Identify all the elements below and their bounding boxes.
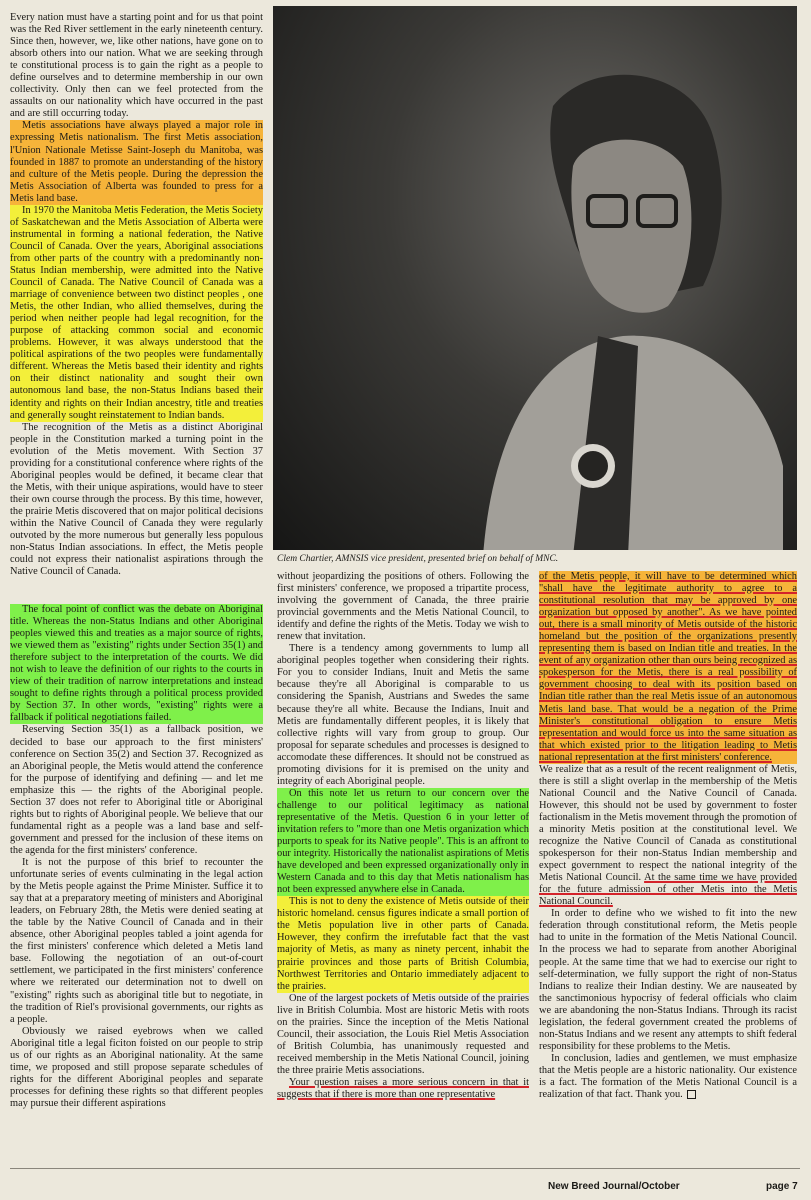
footer-rule	[10, 1168, 800, 1169]
journal-title: New Breed Journal/October	[548, 1181, 680, 1192]
paragraph: In order to define who we wished to fit into the new federation through constitutional reform, the Metis people had to unite in the formation of the Metis National Council. In the process we had to separate from another Aboriginal people. At the same time that we had to exercise our right to self-determination, we fully support the right of non-Status Indians to realize their Indian destiny. We are nauseated by the sanctimonious hypocrisy of federal officials who claim we are abandoning the non-Status Indians. Through its racist legislation, the federal government created the problems of non-Status Indians and we resent any attempts to shift federal responsibility for these problems to the Metis.	[539, 908, 797, 1052]
paragraph: Obviously we raised eyebrows when we called Aboriginal title a legal ficiton foisted on our people to strip us of our rights as an Aboriginal nationality. At the same time, we proposed and still propose separate schedules of rights for the different Aboriginal peoples and separate processes for defining these rights so that different peoples may pursue their different aspirations	[10, 1025, 263, 1109]
closing-text: In conclusion, ladies and gentlemen, we must emphasize that the Metis people are a historic nationality. Our existence is a fact. The formation of the Metis National Council is a realization of that fact. Thank you.	[539, 1052, 797, 1101]
page-number: page 7	[766, 1181, 798, 1192]
highlighted-paragraph-yellow: In 1970 the Manitoba Metis Federation, the Metis Society of Saskatchewan and the Metis Association of Alberta were instrumental in forming a national federation, the Native Council of Canada. Over the years, Aboriginal associations from other parts of the country with a predominantly non-Status Indian membership, were admitted into the Native Council of Canada. The Native Council of Canada was a marriage of convenience between two distinct peoples , one Metis, the other Indian, who allied themselves, during the period when neither people had legal recognition, for the purpose of attacking common social and economic problems. However, it was always understood that the political aspirations of the two peoples were fundamentally different. Whereas the Metis based their identity and rights on their distinct nationality and sought their own autonomous land base, the non-Status Indians based their identity and rights on their Indian ancestry, title and treaties and generally sought reinstatement to Indian bands.	[10, 204, 263, 421]
photo-clem-chartier	[273, 6, 797, 550]
page-footer	[0, 1175, 811, 1200]
paragraph: It is not the purpose of this brief to recounter the unfortunate series of events culminating in the legal action by the Metis people against the Prime Minister. Suffice it to say that at a preparatory meeting of ministers and Aboriginal leaders, on February 28th, the Metis were denied seating at the table by the Native Council of Canada and in their absence, other Aboriginal peoples tabled a joint agenda for the first ministers' conference which deleted a Metis land base. Following the negotiation of an out-of-court settlement, we participated in the first ministers' conference where we reiterated our determination not to dwell on "existing" rights such as aboriginal title but to negotiate, in the tradition of Riel's provisional governments, our rights as a people.	[10, 856, 263, 1025]
paragraph: One of the largest pockets of Metis outside of the prairies live in British Columbia. Most are historic Metis with roots on the prairies. Since the inception of the Metis National Council, their association, the Louis Riel Metis Association of British Columbia, has unanimously requested and received membership in the Metis National Council, joining the three prairie Metis associations.	[277, 992, 529, 1076]
paragraph	[539, 1053, 797, 1101]
highlighted-paragraph-green: The focal point of conflict was the debate on Aboriginal title. Whereas the non-Status Indians and other Aboriginal peoples viewed this and treaties as a major source of rights, we viewed them as "existing" rights under Section 35(1) and therefore subject to the interpretation of the courts. We did not wish to leave the definition of our rights to the courts in view of their tradition of narrow interpretations and instead sought to define rights through a political process provided by Section 37. In other words, "existing" rights were a fallback if political negotiations failed.	[10, 604, 263, 724]
paragraph	[539, 764, 797, 908]
highlighted-paragraph-orange: Metis associations have always played a major role in expressing Metis nationalism. The first Metis association, l'Union Nationale Metisse Saint-Joseph du Manitoba, was founded in 1887 to promote an understanding of the history and culture of the Metis people. During the depression the Metis Association of Alberta was founded to press for a Metis land base.	[10, 120, 263, 204]
highlighted-paragraph-yellow: This is not to deny the existence of Metis outside of their historic homeland. census figures indicate a small portion of the Metis population live in other parts of Canada. However, they confirm the irrefutable fact that the vast majority of Metis, as many as ninety percent, inhabit the prairie provinces and those parts of British Columbia, Northwest Territories and Ontario immediately adjacent to the prairies.	[277, 896, 529, 992]
paragraph-text: We realize that as a result of the recent realignment of Metis, there is still a slight overlap in the membership of the Metis National Council and the Native Council of Canada. However, this should not be used by government to foster factionalism in the Metis movement through the promotion of a minority Metis position at the constitutional level. We recognize the Native Council of Canada as constitutional spokesperson for their non-Status Indian membership and expect government to respect the national integrity of the Metis National Council.	[539, 763, 797, 884]
column-1-bottom	[10, 604, 263, 1110]
highlighted-paragraph-green: On this note let us return to our concern over the challenge to our political legitimacy as national representative of the Metis. Question 6 in your letter of invitation refers to "more than one Metis organization which purports to speak for its Native people". This is an affront to our integrity. Historically the nationalist aspirations of Metis have developed and been expressed organizationally only in Western Canada and to this day that Metis nationalism has not been expressed anywhere else in Canada.	[277, 787, 529, 896]
paragraph: Every nation must have a starting point and for us that point was the Red River settlement in the early nineteenth century. Since then, however, we, like other nations, have gone on to absorb others into our nation. What we are seeking through te constitutional process is to gain the right as a people to define ourselves and to determine membership in our own collectivity. Only then can we feel protected from the assaults on our nationality which have occurred in the past and are still occurring today.	[10, 12, 263, 120]
portrait-illustration	[423, 46, 783, 550]
highlighted-paragraph-orange: of the Metis people, it will have to be determined which "shall have the legitimate authority to agree to a constitutional resolution that may be approved by one organization but opposed by another". As we have pointed out, there is a small minority of Metis outside of the historic homeland but the position of the organizations presently representing them is based on Indian title and treaties. In the event of any organization other than ours being recognized as spokesperson for the Metis, there is a real possibility of government choosing to deal with its position based on Indian title rather than the real Metis issue of an autonomous Metis land base. That would be a negation of the Prime Minister's constitutional obligation to ensure Metis representation and would force us into the same situation as that which existed prior to the litigation leading to Metis national representation at the first ministers' conference.	[539, 571, 797, 763]
paragraph: without jeopardizing the positions of others. Following the first ministers' conference, we proposed a tripartite process, involving the government of Canada, the three prairie provincial governments and the Metis National Council, to identify and define the rights of the Metis. Today we wish to renew that invitation.	[277, 571, 529, 643]
paragraph: Reserving Section 35(1) as a fallback position, we decided to base our approach to the first ministers' conference on Section 35(2) and Section 37. Recognized as an Aboriginal people, the Metis would attend the conference for the purpose of identifying and defining — and let me emphasize this — the rights of the Aboriginal people. Section 37 does not refer to Aboriginal title or Aboriginal rights but to rights of Aboriginal people. We believe that our fundamental right as a people was a land base and self-government and pressed for the inclusion of these items on the agenda for the first ministers' conference.	[10, 724, 263, 856]
column-1-top	[10, 12, 263, 578]
column-2	[277, 571, 529, 1101]
underlined-paragraph: Your question raises a more serious concern in that it suggests that if there is more than one representative	[277, 1076, 529, 1101]
paragraph: There is a tendency among governments to lump all aboriginal peoples together when considering their rights. For you to consider Indians, Inuit and Metis the same because they're all Aboriginal is comparable to us considering the Spanish, Austrians and Swedes the same because they're all white. Because the Indians, Inuit and Metis are fundamentally different peoples, it is likely that collective rights will vary from group to group. Our proposal for separate schedules and processes is designed to accomodate these differences. It should not be construed as promoting divisions for it is premised on the unity and integrity of each Aboriginal people.	[277, 643, 529, 787]
end-mark-icon	[687, 1090, 696, 1099]
underlined-sentence: At the same time we have provided for the future admission of other Metis into the Metis National Council.	[539, 872, 798, 908]
photo-caption: Clem Chartier, AMNSIS vice president, presented brief on behalf of MNC.	[277, 554, 559, 564]
paragraph: The recognition of the Metis as a distinct Aboriginal people in the Constitution marked a turning point in the evolution of the Metis movement. With Section 37 providing for a constitutional conference where rights of the Aboriginal peoples would be defined, it became clear that the Metis, with their unique aspirations, would have to steer their own course through the process. By this time, however, the prairie Metis discovered that on major political decisions within the Native Council of Canada they were regularly outvoted by the more numerous but generally less populous non-Status Indian associations. In effect, the Metis people could not express their nationalist aspirations through the Native Council of Canada.	[10, 421, 263, 578]
column-3	[539, 571, 797, 1101]
